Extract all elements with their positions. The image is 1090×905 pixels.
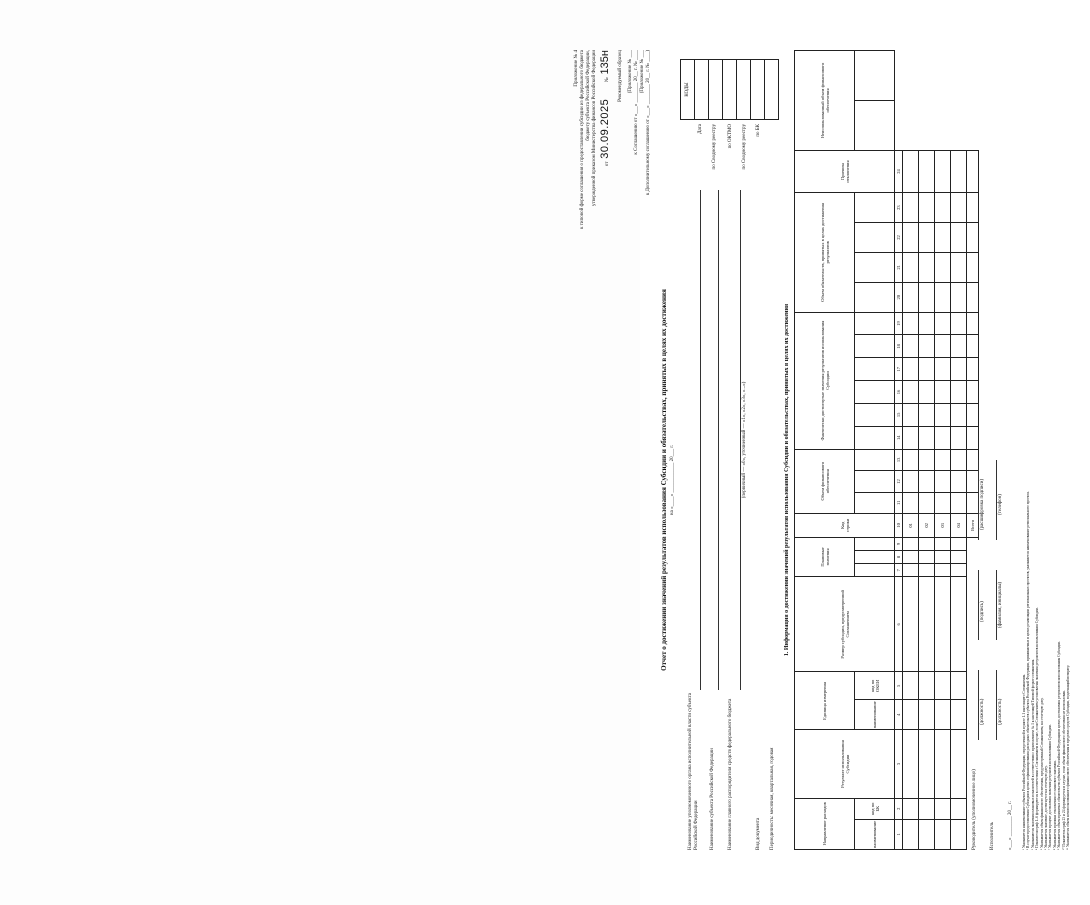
col-num: 15: [895, 403, 903, 426]
footnote: ⁵ Указывается объем финансового обеспечения, предусмотренный Соглашением, на отчетную дату.: [1039, 697, 1044, 850]
field-doc-type: Вид документа: [756, 817, 761, 850]
appendix-date-prefix: от: [605, 161, 610, 167]
col-num: 18: [895, 335, 903, 358]
th-unused-b: [855, 51, 895, 101]
codes-reestr-cell: [737, 60, 751, 120]
col-num: 1: [895, 819, 903, 849]
table-row: [951, 51, 967, 850]
total-label: Всего: [967, 513, 979, 537]
sig-date: «___» ________ 20__ г.: [1008, 801, 1013, 850]
col-num: 20: [895, 282, 903, 312]
appendix-line2: к типовой форме соглашения о предоставлении субсидии из федерального бюджета: [580, 50, 585, 229]
th-direction-name: наименование: [855, 819, 895, 849]
appendix-date: 30.09.2025: [599, 98, 611, 159]
th-act-e: [855, 335, 895, 358]
col-num: 7: [895, 564, 903, 577]
th-obl-d: [855, 193, 895, 223]
sig-line: [996, 460, 997, 540]
th-act-b: [855, 403, 895, 426]
th-reason: Причина отклонения: [795, 150, 895, 192]
col-num: 9: [895, 537, 903, 550]
field-authority: Наименование уполномоченного органа исполнительной власти субъекта Российской Федерации: [688, 693, 699, 850]
sig-head-label: Руководитель (уполномоченное лицо): [972, 769, 977, 850]
th-plan-b: [855, 550, 895, 563]
footnote: ² В случае предоставления Субсидии в целях софинансирования расходных обязательств субъекта Российской Федерации, принимаемых в целях реализации региональных проектов, указывается наименование регионального проекта.: [1026, 491, 1031, 850]
th-obl-b: [855, 252, 895, 282]
agreement-ref4: к Дополнительному соглашению от «___» ________ 20__ г. № ____): [646, 50, 651, 196]
th-obligations: Объем обязательств, принятых в целях достижения результатов: [795, 193, 855, 312]
th-plan-c: [855, 537, 895, 550]
codes-oktmo-cell: [723, 60, 737, 120]
sig-line: [996, 670, 997, 740]
col-num: 8: [895, 550, 903, 563]
codes-bk-cell: [751, 60, 765, 120]
sig-exec-label: Исполнитель: [990, 822, 995, 850]
col-num: 2: [895, 798, 903, 819]
footnote: ⁹ Указывается объем принятых обязательств субъекта Российской Федерации в целях достижения результатов использования Субсидии.: [1057, 640, 1062, 850]
field-hint: (первичный — «0», уточненный — «1», «2», «3», «...»): [742, 381, 747, 499]
sig-name: (расшифровка подписи): [980, 478, 985, 530]
col-num: 23: [895, 193, 903, 223]
table-row: [903, 51, 919, 850]
th-unit: Единица измерения: [795, 672, 855, 730]
sig-line: [978, 460, 979, 540]
agreement-ref1: (Приложение № ___: [628, 50, 633, 94]
th-fin-a: [855, 492, 895, 513]
report-title: Отчет о достижении значений результатов использования Субсидии и обязательствах, принятых в целях их достижения: [660, 289, 668, 671]
sig-line: [978, 570, 979, 640]
appendix-date-line: [599, 50, 612, 300]
th-finance: Объем финансового обеспечения: [795, 449, 855, 513]
th-act-f: [855, 312, 895, 335]
th-plan-a: [855, 564, 895, 577]
col-num: 16: [895, 381, 903, 404]
section-title: 1. Информация о достижении значений результатов использования Субсидии и обязательствах, принятых в целях их достижения: [784, 303, 790, 657]
sig-sign: (подпись): [980, 601, 985, 622]
th-fin-c: [855, 449, 895, 471]
th-direction-code: код по БК: [855, 798, 895, 819]
th-unused-a: [855, 101, 895, 151]
row-code: 01: [903, 513, 919, 537]
codes-date-label: Дата: [698, 124, 703, 134]
sig-pos2: (должность): [998, 698, 1003, 725]
codes-date-cell: [695, 60, 709, 120]
th-unit-code: код по ОКЕИ: [855, 672, 895, 700]
row-code: 03: [935, 513, 951, 537]
col-num: 22: [895, 223, 903, 253]
th-direction: Направление расходов: [795, 798, 855, 849]
codes-bk-label: по БК: [756, 124, 761, 137]
field-distributor-line: [740, 190, 741, 690]
sig-tel: (телефон): [998, 494, 1003, 515]
appendix-number: 135н: [599, 50, 611, 75]
th-act-c: [855, 381, 895, 404]
main-table: [794, 50, 979, 850]
codes-block: [680, 59, 779, 120]
row-code: 02: [919, 513, 935, 537]
sig-fio: (фамилия, инициалы): [998, 581, 1003, 628]
th-unused: Неиспользованный объем финансового обеспечения: [795, 51, 855, 151]
main-table-wrap: [794, 50, 979, 850]
agreement-ref2: к Соглашению от «___» ________ 20__ г. № ____: [634, 50, 639, 155]
col-num: 13: [895, 449, 903, 471]
appendix-num-prefix: №: [605, 77, 610, 82]
footnote: ¹⁰ Показатель граф 23 и 24 формируется в случае, если объем финансового обеспечения не использован.: [1061, 690, 1066, 850]
footnote: ⁷ Указывается процент достижения значения результата использования Субсидии.: [1048, 724, 1053, 850]
row-code: 04: [951, 513, 967, 537]
codes-oktmo-label: по ОКТМО: [728, 124, 733, 149]
col-num: 21: [895, 252, 903, 282]
th-fin-b: [855, 471, 895, 493]
th-actual: Фактически достигнутые значения результатов использования Субсидии: [795, 312, 855, 449]
sig-line: [996, 570, 997, 640]
codes-okpo-cell: [709, 60, 723, 120]
footnote: ⁸ Указывается причина отклонения от планового значения.: [1052, 760, 1057, 850]
col-num: 19: [895, 312, 903, 335]
col-num: 11: [895, 492, 903, 513]
col-num: 24: [895, 150, 903, 192]
th-act-a: [855, 426, 895, 449]
agreement-ref3: (Приложение № ___: [640, 50, 645, 94]
codes-reestr-label: по Сводному реестру: [742, 124, 747, 170]
col-num: 17: [895, 358, 903, 381]
th-act-d: [855, 358, 895, 381]
recommended-label: Рекомендуемый образец: [618, 50, 623, 102]
th-plan: Плановые значения: [795, 537, 855, 576]
report-title-date: на «____» ____________ 20___ г.: [670, 444, 675, 516]
footnotes: [1022, 50, 1070, 850]
table-row: [935, 51, 951, 850]
field-distributor: Наименование главного распорядителя средств федерального бюджета: [728, 698, 733, 850]
column-number-row: [895, 51, 903, 850]
sig-pos: (должность): [980, 698, 985, 725]
col-num: 14: [895, 426, 903, 449]
th-result: Результат использования Субсидии: [795, 730, 895, 798]
field-authority-line: [700, 190, 701, 690]
th-size: Размер субсидии, предусмотренной Соглашением: [795, 577, 895, 672]
footnote: ³ Указываются значения плановых показателей в соответствии с приложением № 1 к настоящей Типовой форме соглашения.: [1030, 658, 1035, 850]
col-num: 12: [895, 471, 903, 493]
th-obl-a: [855, 282, 895, 312]
appendix-line4: утвержденной приказом Министерства финансов Российской Федерации: [592, 50, 597, 207]
th-row-code: Код строки: [795, 513, 895, 537]
codes-header: КОДЫ: [681, 60, 695, 120]
th-unit-name: наименование: [855, 700, 895, 730]
codes-table: [680, 59, 779, 120]
footnote: ⁴ Показатели граф 1–6 формируются в соответствии с Соглашением в случае, если Соглашением установлены значения результатов использования Субсидии.: [1035, 607, 1040, 850]
footnote: ⁶ Указывается значение, достигнутое на отчетную дату.: [1044, 765, 1049, 850]
rotated-form-sheet: [570, 40, 1090, 860]
appendix-block: [574, 50, 612, 300]
field-subject-line: [718, 190, 719, 690]
field-subject: Наименование субъекта Российской Федерации: [710, 748, 715, 850]
field-period: Периодичность: месячная, квартальная, годовая: [770, 747, 775, 850]
col-num: 5: [895, 672, 903, 700]
footnote: ¹ Указывается наименование субъекта Российской Федерации, определенной в пункте 1.1 настоящего Соглашения.: [1022, 673, 1026, 850]
col-num: 3: [895, 730, 903, 798]
total-row: [967, 51, 979, 850]
footnote: ¹¹ Указывается объем неиспользованного финансового обеспечения в пределах средств Субсидии, подлежащий возврату.: [1066, 664, 1071, 850]
appendix-line1: Приложение № 4: [574, 50, 579, 87]
col-num: 10: [895, 513, 903, 537]
col-num: 6: [895, 577, 903, 672]
agreement-refs: [628, 50, 652, 300]
th-obl-c: [855, 223, 895, 253]
codes-okpo-label: по Сводному реестру: [712, 124, 717, 170]
codes-extra-cell: [765, 60, 779, 120]
sig-line: [978, 670, 979, 740]
appendix-line3: бюджету субъекта Российской Федерации,: [586, 50, 591, 141]
table-row: [919, 51, 935, 850]
col-num: 4: [895, 700, 903, 730]
